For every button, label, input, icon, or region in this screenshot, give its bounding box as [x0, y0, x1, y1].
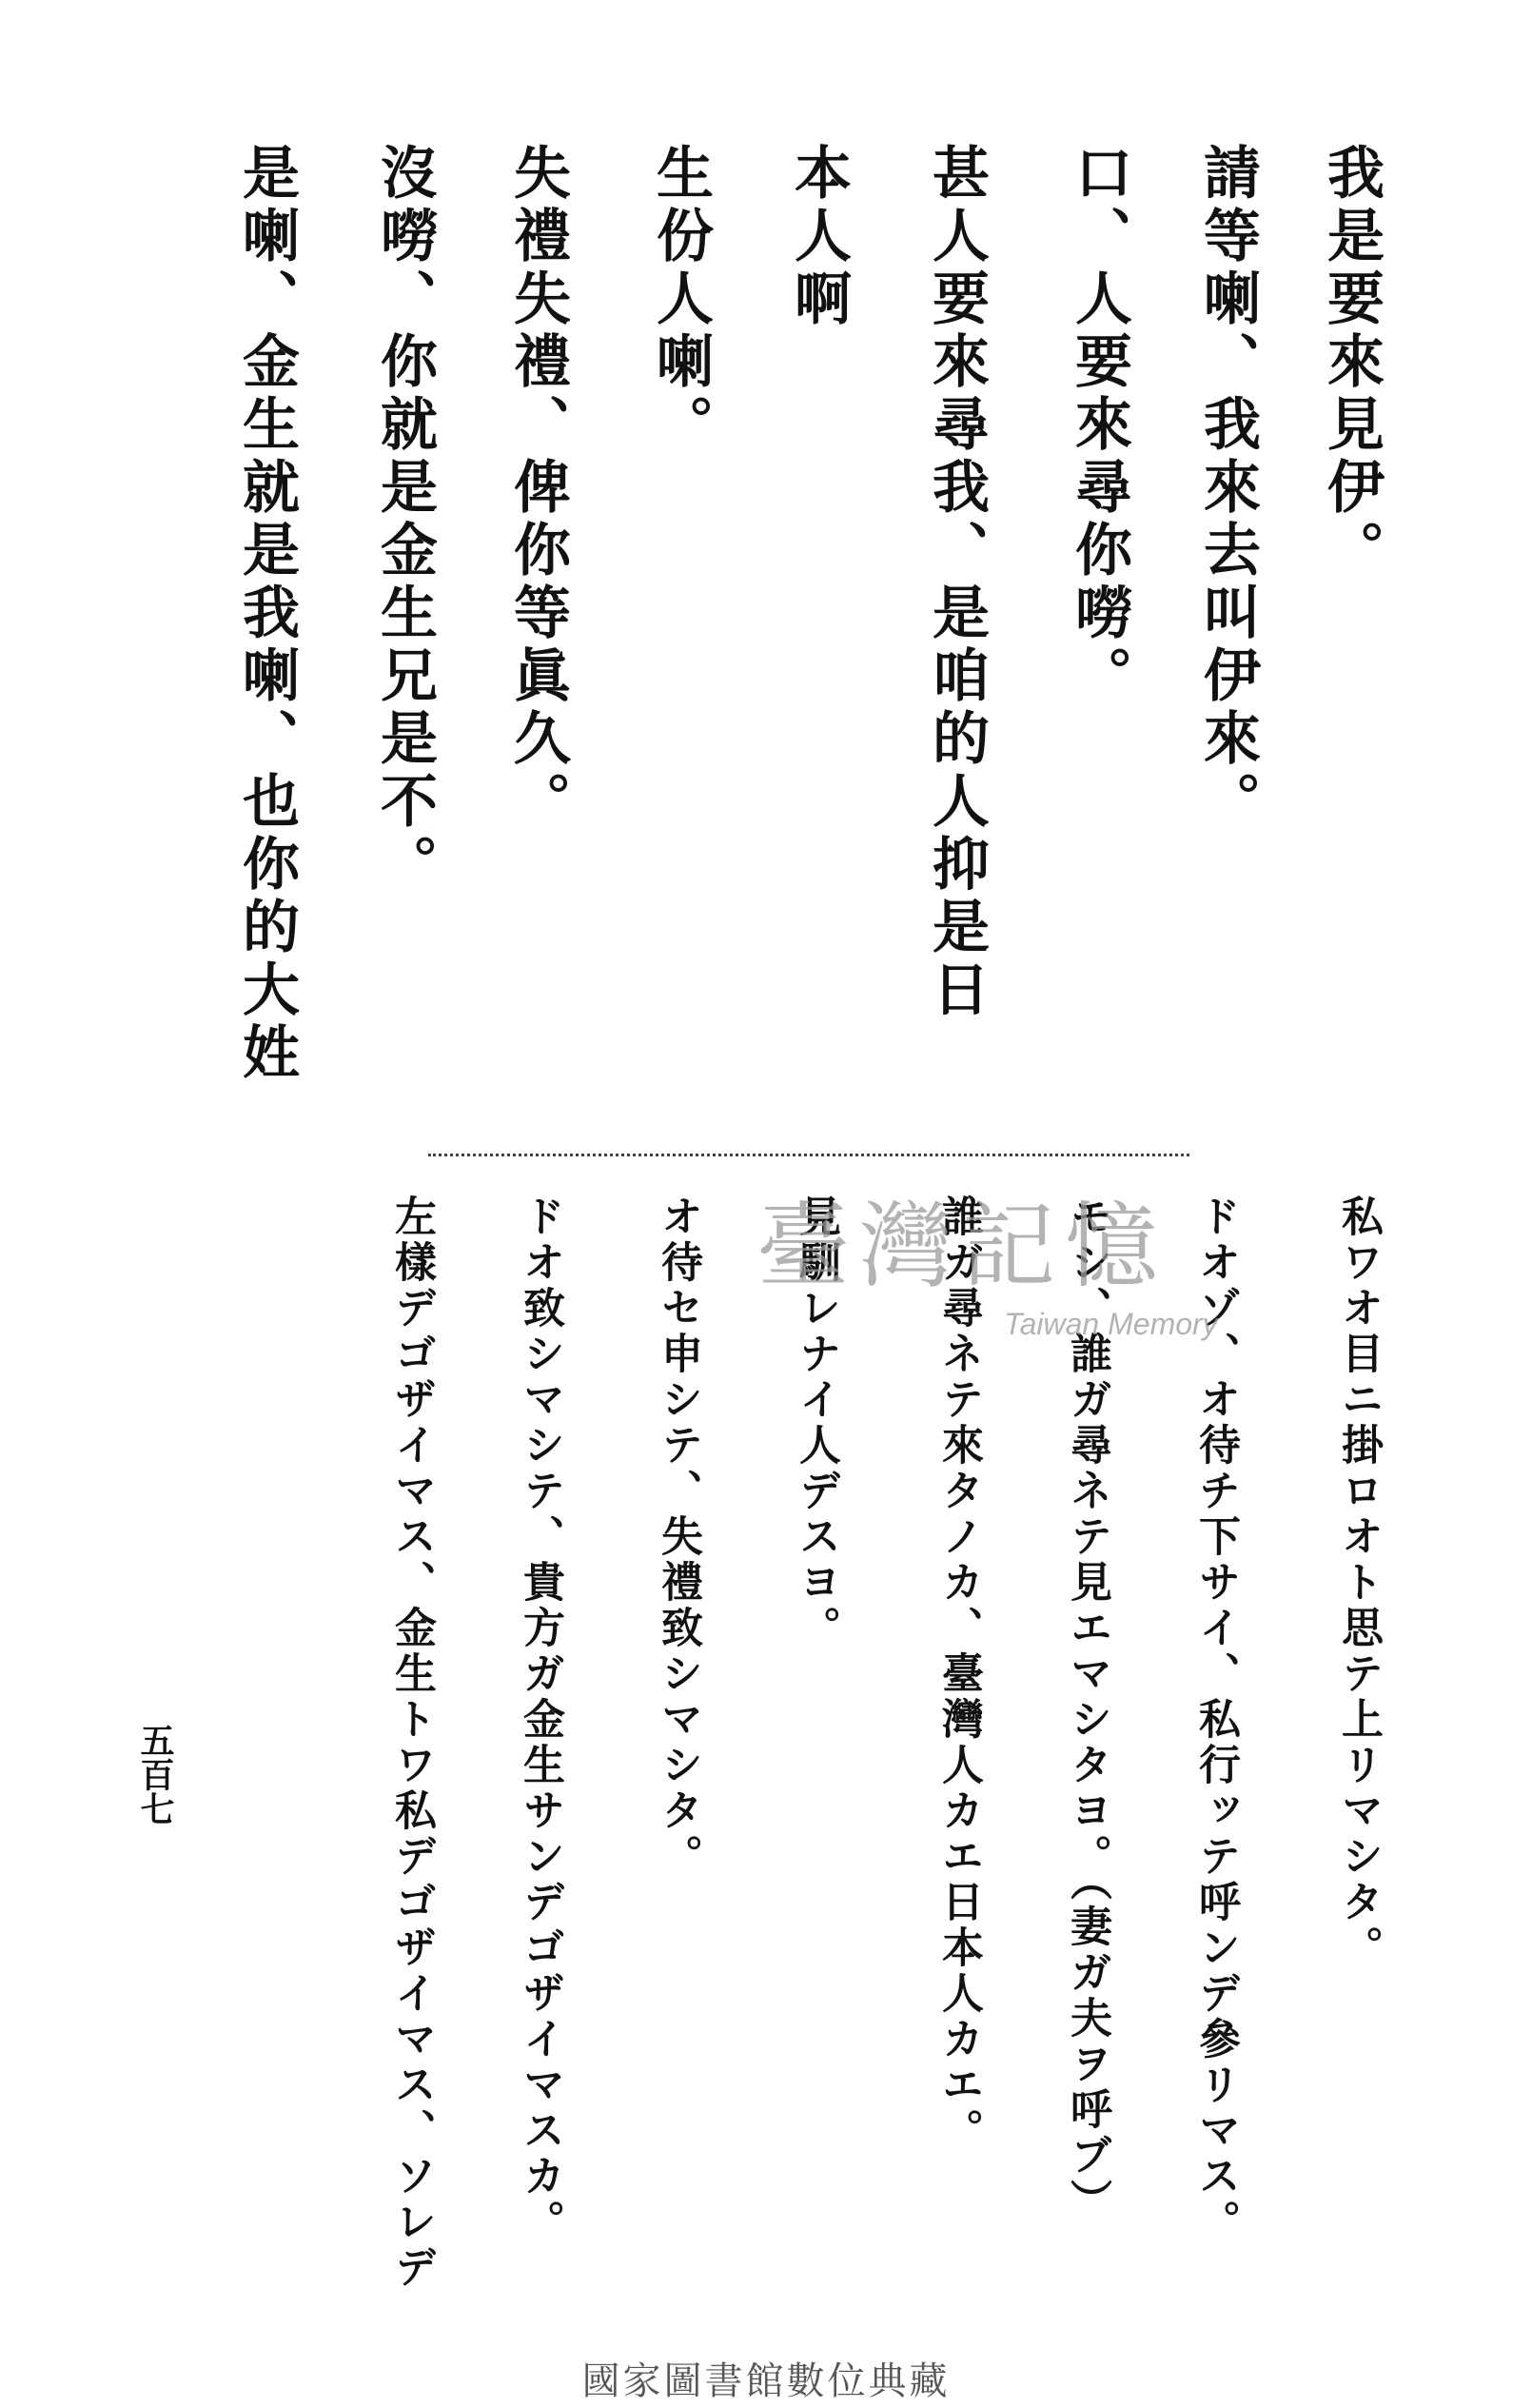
- taiwanese-line-3: 口、人要來尋你嘮。: [1066, 143, 1132, 708]
- taiwanese-line-9: 是喇、金生就是我喇、也你的大姓: [233, 143, 300, 1085]
- japanese-line-6: オ待セ申シテ、失禮致シマシタ。: [654, 1194, 702, 1880]
- japanese-line-5: 見馴レナイ人デスヨ。: [792, 1194, 840, 1651]
- japanese-line-3: モシ、誰ガ尋ネテ見エマシタヨ。（妻ガ夫ヲ呼ブ）: [1063, 1194, 1111, 2224]
- taiwanese-line-5: 本人啊: [785, 143, 852, 331]
- page-number: 五百七: [135, 1723, 175, 1826]
- taiwanese-line-7: 失禮失禮、俾你等眞久。: [504, 143, 571, 834]
- footer-credit: 國家圖書館數位典藏: [581, 2359, 951, 2403]
- taiwanese-line-1: 我是要來見伊。: [1318, 143, 1385, 582]
- taiwanese-line-8: 沒嘮、你就是金生兄是不。: [371, 143, 438, 897]
- section-divider: [428, 1154, 1189, 1156]
- japanese-line-8: 左樣デゴザイマス、金生トワ私デゴザイマス、ソレデ: [387, 1194, 436, 2291]
- japanese-line-1: 私ワオ目ニ掛ロオト思テ上リマシタ。: [1334, 1194, 1383, 1971]
- japanese-line-7: ドオ致シマシテ、貴方ガ金生サンデゴザイマスカ。: [516, 1194, 564, 2245]
- watermark-subtitle: Taiwan Memory: [1004, 1307, 1218, 1341]
- taiwanese-line-2: 請等喇、我來去叫伊來。: [1194, 143, 1261, 834]
- taiwanese-line-6: 生份人喇。: [647, 143, 714, 457]
- japanese-line-4: 誰ガ尋ネテ來タノカ、臺灣人カエ日本人カエ。: [934, 1194, 983, 2154]
- japanese-line-2: ドオゾ、オ待チ下サイ、私行ッテ呼ンデ參リマス。: [1191, 1194, 1240, 2245]
- taiwanese-line-4: 甚人要來尋我、是咱的人抑是日: [923, 143, 990, 1022]
- watermark-title: 臺灣記憶: [756, 1193, 1169, 1301]
